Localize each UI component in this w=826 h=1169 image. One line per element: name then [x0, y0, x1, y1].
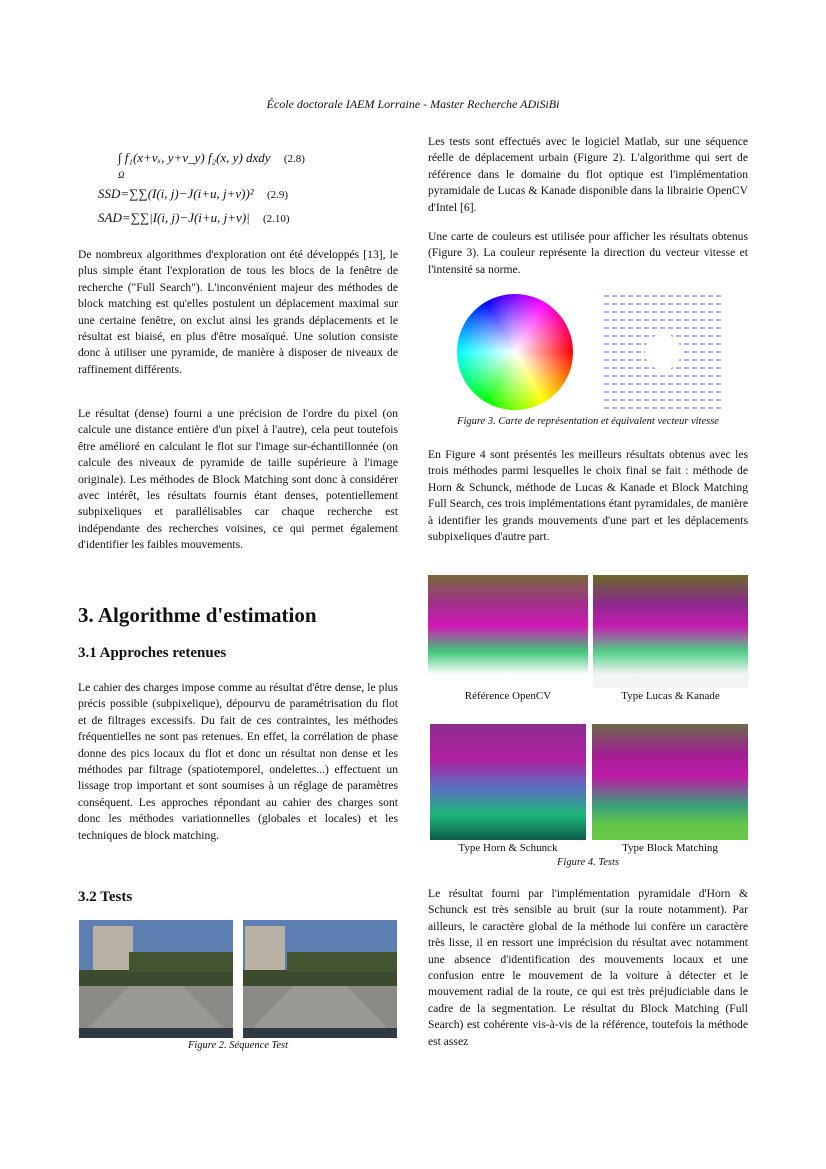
left-paragraph-2: Le résultat (dense) fourni a une précision de l'ordre du pixel (on calcule une distance entière d'un pixel à l'autre), cela peut toutefois être amélioré en calculant le flot sur l'image sur-échantillonnée (on calcule des niveaux de pyramide de taille supérieure à l'image originale). Les méthodes de Block Matching sont donc à considérer avec intérêt, les résultats fournis étant denses, potentiellement subpixeliques et parallélisables car chaque recherche est indépendante des recherches voisines, ce qui permet également d'identifier les faibles mouvements.: [78, 407, 398, 552]
label-block-matching: Type Block Matching: [622, 842, 718, 854]
label-horn-schunck: Type Horn & Schunck: [458, 842, 558, 854]
equations-block: [78, 130, 398, 240]
equation-number: (2.9): [266, 189, 289, 201]
equation-number: (2.8): [283, 153, 305, 165]
right-paragraph-3: En Figure 4 sont présentés les meilleurs résultats obtenus avec les trois méthodes parmi lesquelles le choix final se fait : méthode de Horn & Schunck, méthode de Lucas & Kanade et Block Matching Full Search, ces trois implémentations étant pyramidales, de manière à identifier les grands mouvements d'une part et les déplacements subpixeliques d'autre part.: [428, 448, 748, 544]
equation-number: (2.10): [262, 213, 290, 225]
result-lucas-kanade-image: [593, 575, 748, 688]
equation-2-10: [98, 210, 290, 226]
figure-4-caption: Figure 4. Tests: [557, 857, 619, 868]
label-opencv: Référence OpenCV: [464, 690, 552, 702]
page-header: École doctorale IAEM Lorraine - Master Recherche ADiSiBi: [266, 97, 560, 111]
street-photo-1: [79, 920, 233, 1038]
left-column: [78, 130, 398, 240]
equation-2-9: [98, 186, 288, 202]
result-horn-schunck-image: [430, 724, 586, 840]
section-heading: 3. Algorithme d'estimation: [78, 603, 317, 627]
street-photo-2: [243, 920, 397, 1038]
velocity-vector-field: [603, 292, 723, 412]
result-opencv-image: [428, 575, 588, 688]
equation-text: SSD=∑∑(I(i, j)−J(i+u, j+v))²: [98, 186, 254, 201]
left-paragraph-3: Le cahier des charges impose comme au résultat d'être dense, le plus précis possible (subpixelique), dépourvu de paramétrisation du flot et de filtrages excessifs. Du fait de ces contraintes, les méthodes fréquentielles ne sont pas retenues. En effet, la corrélation de phase donne des pics locaux du flot et donc un résultat non dense et les méthodes par filtrage (spatiotemporel, ondelettes...) effectuent un lissage trop important et sont soumises à un réglage de paramètres conséquent. Les approches répondant au cahier des charges sont donc les méthodes variationnelles (globales et locales) et les techniques de block matching.: [78, 681, 398, 842]
left-paragraph-1: De nombreux algorithmes d'exploration ont été développés [13], le plus simple étant l'exploration de tous les blocs de la fenêtre de recherche ("Full Search"). L'inconvénient majeur des méthodes de block matching est qu'elles postulent un déplacement maximal sur une certaine fenêtre, on exclut ainsi les grands déplacements et le résultat est biaisé, en plus d'être mosaïqué. Une solution consiste donc à utiliser une pyramide, de manière à disposer de niveaux de raffinement différents.: [78, 248, 398, 376]
label-lucas-kanade: Type Lucas & Kanade: [621, 690, 720, 702]
equation-text: ∫ f₁(x+vₓ, y+v_y) f₂(x, y) dxdy: [118, 150, 271, 165]
integral-domain: Ω: [118, 170, 125, 180]
subsection-heading-tests: 3.2 Tests: [78, 889, 133, 905]
result-block-matching-image: [592, 724, 748, 840]
right-paragraph-4: Le résultat fourni par l'implémentation pyramidale d'Horn & Schunck est très sensible au bruit (sur la route notamment). Par ailleurs, le caractère global de la méthode lui confère un caractère très lisse, il en ressort une imprécision du résultat avec notamment une absence d'identification des mouvements locaux et une confusion entre le mouvement de la voiture à détecter et le mouvement radial de la route, ce qui est très préjudiciable dans le cadre de la segmentation. Le résultat du Block Matching (Full Search) est cohérente vis-à-vis de la référence, toutefois la méthode est assez: [428, 887, 748, 1048]
right-paragraph-2: Une carte de couleurs est utilisée pour afficher les résultats obtenus (Figure 3). La couleur représente la direction du vecteur vitesse et l'intensité sa norme.: [428, 230, 748, 276]
figure-3-caption: Figure 3. Carte de représentation et équivalent vecteur vitesse: [457, 416, 719, 427]
subsection-heading-approaches: 3.1 Approches retenues: [78, 645, 227, 661]
equation-2-8: [118, 150, 305, 166]
right-paragraph-1: Les tests sont effectués avec le logiciel Matlab, sur une séquence réelle de déplacement urbain (Figure 2). L'algorithme qui sert de référence dans le domaine du flot optique est l'implémentation pyramidale de Lucas & Kanade disponible dans la librairie OpenCV d'Intel [6].: [428, 135, 748, 214]
color-wheel-map: [457, 294, 573, 410]
figure-2-caption: Figure 2. Séquence Test: [187, 1040, 289, 1051]
equation-text: SAD=∑∑|I(i, j)−J(i+u, j+v)|: [98, 210, 250, 225]
